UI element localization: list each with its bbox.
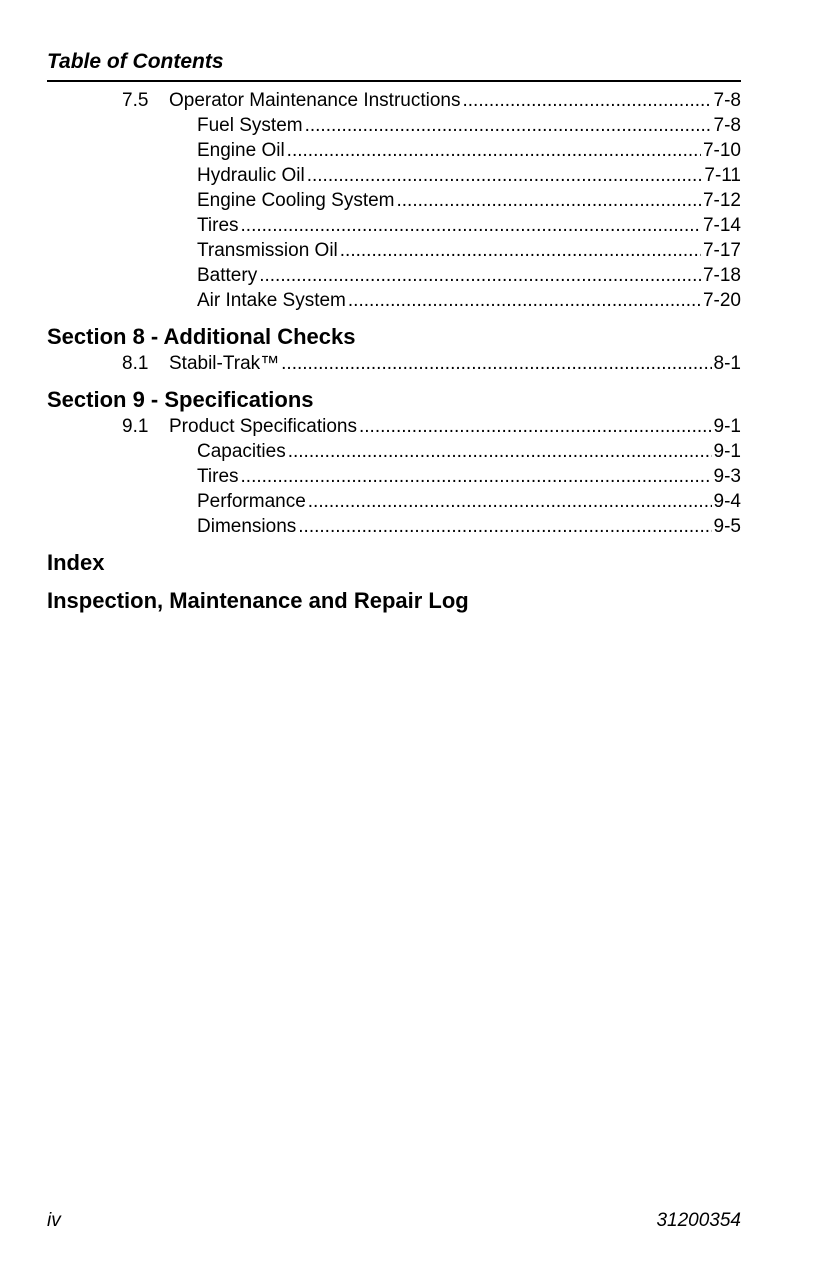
- dot-leader: [287, 138, 701, 163]
- toc-subentry[interactable]: [47, 439, 741, 464]
- toc-subentry[interactable]: [47, 514, 741, 539]
- toc-subentry[interactable]: [47, 163, 741, 188]
- toc-subentry[interactable]: [47, 113, 741, 138]
- toc-subentry[interactable]: [47, 288, 741, 313]
- toc-entry-page: 9-1: [713, 416, 741, 437]
- toc-subentry[interactable]: [47, 188, 741, 213]
- dot-leader: [359, 414, 712, 439]
- toc-subentry[interactable]: [47, 238, 741, 263]
- dot-leader: [463, 88, 712, 113]
- table-of-contents: [47, 88, 741, 615]
- toc-subentry-label: Battery: [197, 265, 258, 286]
- toc-subentry-label: Fuel System: [197, 115, 303, 136]
- toc-entry-label: Operator Maintenance Instructions: [169, 90, 461, 111]
- dot-leader: [348, 288, 701, 313]
- toc-entry-8-1[interactable]: [47, 351, 741, 376]
- toc-entry-number: 8.1: [122, 353, 149, 374]
- header-divider: [47, 80, 741, 82]
- section-9-heading[interactable]: Section 9 - Specifications: [47, 387, 314, 412]
- toc-subentry-label: Engine Oil: [197, 140, 285, 161]
- toc-subentry-label: Transmission Oil: [197, 240, 338, 261]
- toc-subentry-label: Performance: [197, 491, 306, 512]
- toc-entry-page: 8-1: [713, 353, 741, 374]
- toc-subentry-page: 9-1: [713, 441, 741, 462]
- dot-leader: [397, 188, 701, 213]
- toc-subentry-page: 7-12: [702, 190, 741, 211]
- toc-subentry-page: 7-18: [702, 265, 741, 286]
- footer-page-number: iv: [47, 1210, 61, 1231]
- toc-entry-label: Product Specifications: [169, 416, 357, 437]
- toc-entry-number: 7.5: [122, 90, 149, 111]
- toc-subentry-label: Air Intake System: [197, 290, 346, 311]
- toc-subentry[interactable]: [47, 263, 741, 288]
- dot-leader: [340, 238, 701, 263]
- toc-subentry-page: 7-20: [702, 290, 741, 311]
- dot-leader: [259, 263, 701, 288]
- dot-leader: [307, 163, 703, 188]
- dot-leader: [305, 113, 712, 138]
- toc-subentry-page: 9-3: [713, 466, 741, 487]
- dot-leader: [288, 439, 712, 464]
- toc-subentry-label: Engine Cooling System: [197, 190, 395, 211]
- toc-subentry-page: 9-4: [713, 491, 741, 512]
- toc-subentry-label: Tires: [197, 215, 239, 236]
- toc-subentry-label: Tires: [197, 466, 239, 487]
- log-heading[interactable]: Inspection, Maintenance and Repair Log: [47, 588, 469, 613]
- toc-entry-page: 7-8: [713, 90, 741, 111]
- dot-leader: [241, 213, 701, 238]
- toc-subentry[interactable]: [47, 489, 741, 514]
- dot-leader: [241, 464, 712, 489]
- toc-subentry-page: 7-17: [702, 240, 741, 261]
- footer-document-number: 31200354: [656, 1210, 741, 1231]
- toc-subentry-page: 9-5: [713, 516, 741, 537]
- toc-subentry-page: 7-14: [702, 215, 741, 236]
- toc-subentry-label: Hydraulic Oil: [197, 165, 305, 186]
- toc-subentry[interactable]: [47, 213, 741, 238]
- page-header-title: Table of Contents: [47, 50, 224, 73]
- toc-subentry[interactable]: [47, 464, 741, 489]
- toc-subentry-page: 7-10: [702, 140, 741, 161]
- toc-subentry-page: 7-8: [713, 115, 741, 136]
- index-heading[interactable]: Index: [47, 550, 105, 575]
- toc-entry-label: Stabil-Trak™: [169, 353, 280, 374]
- dot-leader: [298, 514, 711, 539]
- dot-leader: [308, 489, 712, 514]
- toc-subentry[interactable]: [47, 138, 741, 163]
- toc-entry-7-5[interactable]: [47, 88, 741, 113]
- toc-entry-9-1[interactable]: [47, 414, 741, 439]
- toc-subentry-label: Capacities: [197, 441, 286, 462]
- toc-entry-number: 9.1: [122, 416, 149, 437]
- toc-subentry-label: Dimensions: [197, 516, 297, 537]
- dot-leader: [281, 351, 711, 376]
- section-8-heading[interactable]: Section 8 - Additional Checks: [47, 324, 356, 349]
- toc-subentry-page: 7-11: [704, 165, 741, 186]
